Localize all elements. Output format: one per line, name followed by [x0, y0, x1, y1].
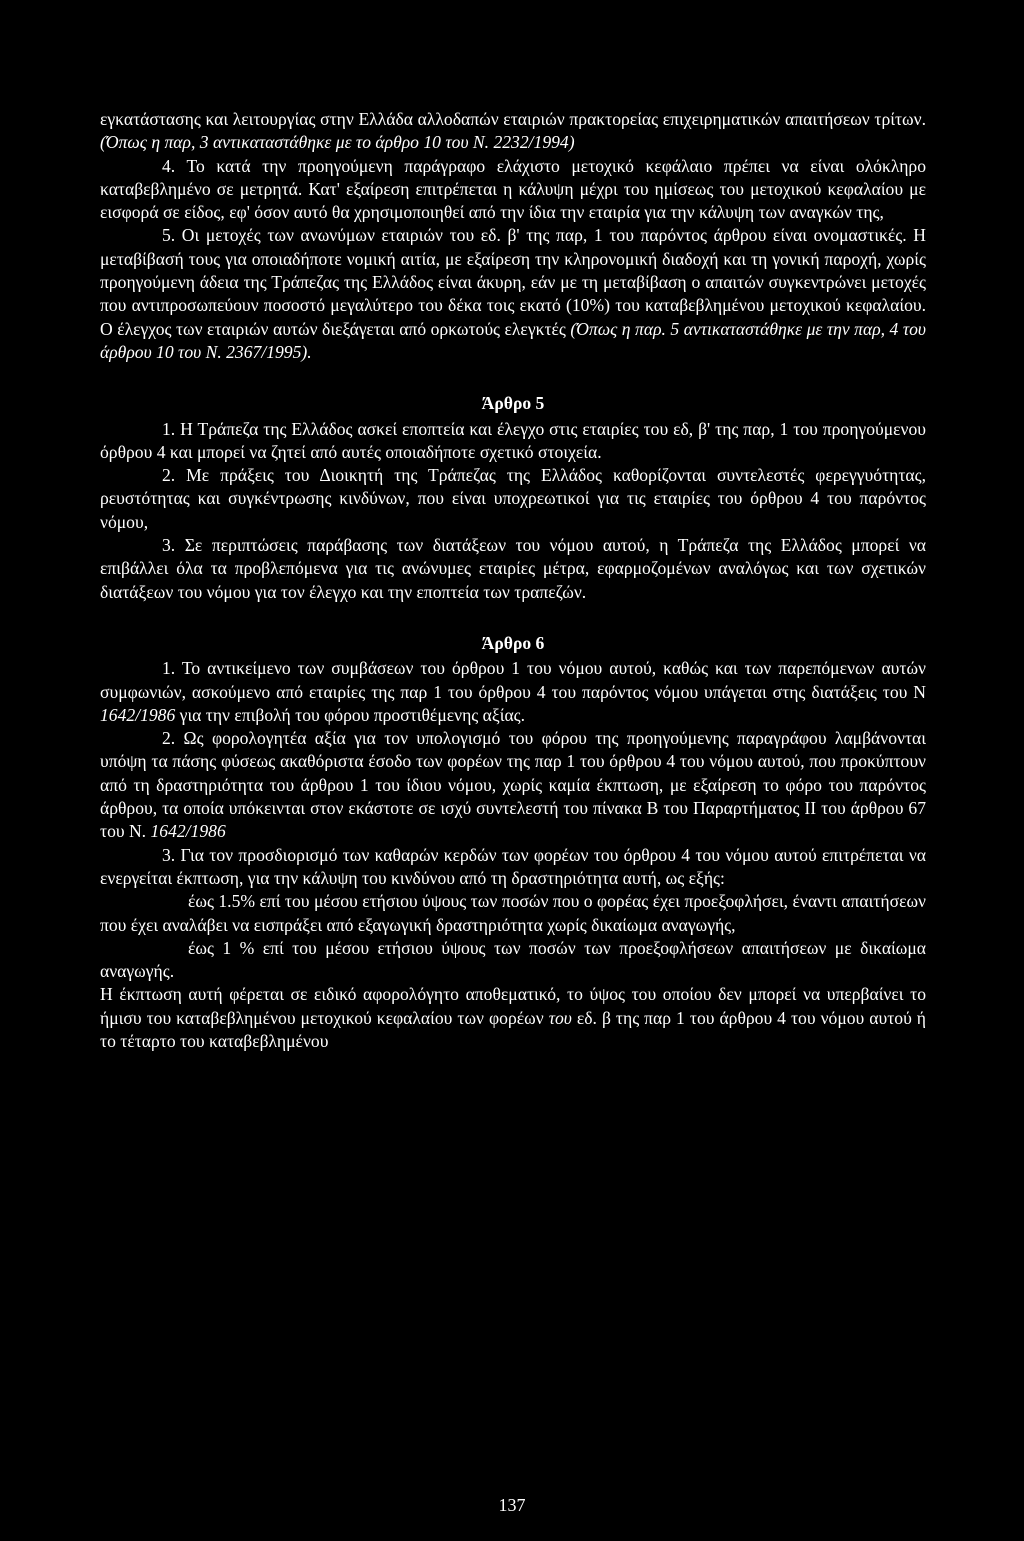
intro-paragraph: [100, 108, 926, 155]
document-page: [100, 108, 926, 1053]
law-reference: 1642/1986: [150, 821, 226, 842]
amendment-note: (Όπως η παρ. 5 αντικαταστάθηκε με την παρ, 4 του άρθρου 10 του Ν. 2367/1995).: [100, 318, 926, 362]
article-6-paragraph-1: [100, 657, 926, 727]
article-6-paragraph-2: [100, 727, 926, 843]
article-6-paragraph-3: 3. Για τον προσδιορισμό των καθαρών κερδών των φορέων του όρθρου 4 του νόμου αυτού επιτρέπεται να ενεργείται έκπτωση, για την κάλυψη του κινδύνου από τη δραστηριότητα αυτή, ως εξής:: [100, 844, 926, 888]
closing-italic: του: [548, 1007, 572, 1028]
closing-paragraph: [100, 983, 926, 1053]
paragraph-5: [100, 224, 926, 364]
article-6-paragraph-2-text: 2. Ως φορολογητέα αξία για τον υπολογισμό του φόρου της προηγούμενης παραγράφου λαμβάνονται υπόψη τα πάσης φύσεως ακαθόριστα έσοδο των φορέων της παρ 1 του όρθρου 4 του νόμου αυτού, που προκύπτουν από τη δραστηριότητα του άρθρου 1 του ίδιου νόμου, χωρίς καμία έκπτωση, με εξαίρεση το φόρο του παρόντος άρθρου, τα οποία υπόκεινται στον εκάστοτε σε ισχύ συντελεστή του πίνακα Β του Παραρτήματος II του άρθρου 67 του Ν.: [100, 728, 926, 842]
paragraph-4: 4. Το κατά την προηγούμενη παράγραφο ελάχιστο μετοχικό κεφάλαιο πρέπει να είναι ολόκληρο καταβεβλημένο σε μετρητά. Κατ' εξαίρεση επιτρέπεται η κάλυψη μέχρι του ημίσεως του μετοχικού κεφαλαίου με εισφορά σε είδος, εφ' όσον αυτό θα χρησιμοποιηθεί από την ίδια την εταιρία για την κάλυψη των αναγκών της,: [100, 155, 926, 223]
deduction-rate-2: έως 1 % επί του μέσου ετήσιου ύψους των ποσών των προεξοφλήσεων απαιτήσεων με δικαίωμα αναγωγής.: [100, 937, 926, 982]
article-5-heading: Άρθρο 5: [481, 393, 545, 414]
paragraph-5-text: 5. Οι μετοχές των ανωνύμων εταιριών του εδ. β' της παρ, 1 του παρόντος άρθρου είναι ονομαστικές. Η μεταβίβασή τους για οποιαδήποτε νομική αιτία, με εξαίρεση την κληρονομική διαδοχή και τη γονική παροχή, χωρίς προηγούμενη άδεια της Τράπεζας της Ελλάδος είναι άκυρη, εάν με τη μεταβίβαση ο απαιτών συγκεντρώνει μετοχές που αντιπροσωπεύουν ποσοστό μεγαλύτερο του δέκα τοις εκατό (10%) του καταβεβλημένου μετοχικού κεφαλαίου. Ο έλεγχος των εταιριών αυτών διεξάγεται από ορκωτούς ελεγκτές: [100, 225, 926, 339]
law-reference: 1642/1986: [100, 704, 176, 725]
article-6-heading: Άρθρο 6: [481, 632, 545, 653]
article-6-paragraph-1-end: για την επιβολή του φόρου προστιθέμενης αξίας.: [175, 704, 526, 725]
page-number: 137: [498, 1495, 526, 1515]
closing-text-end: εδ. β της παρ 1 του άρθρου 4 του νόμου αυτού ή το τέταρτο του καταβεβλημένου: [100, 1007, 927, 1051]
article-6-paragraph-1-text: 1. Το αντικείμενο των συμβάσεων του όρθρου 1 του νόμου αυτού, καθώς και των παρεπόμενων αυτών συμφωνιών, ασκούμενο από εταιρίες της παρ 1 του όρθρου 4 του παρόντος νόμου υπάγεται στης διατάξεις του Ν: [100, 658, 926, 702]
deduction-rate-1: έως 1.5% επί του μέσου ετήσιου ύψους των ποσών που ο φορέας έχει προεξοφλήσει, έναντι απαιτήσεων που έχει αναλάβει να εισπράξει από εξαγωγική δραστηριότητα χωρίς δικαίωμα αναγωγής,: [100, 891, 926, 935]
article-5-paragraph-2: 2. Με πράξεις του Διοικητή της Τράπεζας της Ελλάδος καθορίζονται συντελεστές φερεγγυότητας, ρευστότητας και συγκέντρωσης κινδύνων, που είναι υποχρεωτικοί για τις εταιρίες του όρθρου 4 του παρόντος νόμου,: [100, 465, 926, 532]
intro-text: εγκατάστασης και λειτουργίας στην Ελλάδα αλλοδαπών εταιριών πρακτορείας επιχειρηματικών απαιτήσεων τρίτων.: [100, 109, 926, 129]
amendment-note: (Όπως η παρ, 3 αντικαταστάθηκε με το άρθρο 10 του Ν. 2232/1994): [100, 132, 575, 153]
closing-text: Η έκπτωση αυτή φέρεται σε ειδικό αφορολόγητο αποθεματικό, το ύψος του οποίου δεν μπορεί να υπερβαίνει το ήμισυ του καταβεβλημένου μετοχικού κεφαλαίου των φορέων: [100, 984, 926, 1028]
article-5-paragraph-1: 1. Η Τράπεζα της Ελλάδος ασκεί εποπτεία και έλεγχο στις εταιρίες του εδ, β' της παρ, 1 του προηγούμενου όρθρου 4 και μπορεί να ζητεί από αυτές οποιαδήποτε σχετικό στοιχεία.: [100, 418, 926, 462]
article-5-paragraph-3: 3. Σε περιπτώσεις παράβασης των διατάξεων του νόμου αυτού, η Τράπεζα της Ελλάδος μπορεί να επιβάλλει όλα τα προβλεπόμενα για τις ανώνυμες εταιρίες μέτρα, εφαρμοζομένων αναλόγως και των σχετικών διατάξεων του νόμου για τον έλεγχο και την εποπτεία των τραπεζών.: [100, 535, 926, 602]
